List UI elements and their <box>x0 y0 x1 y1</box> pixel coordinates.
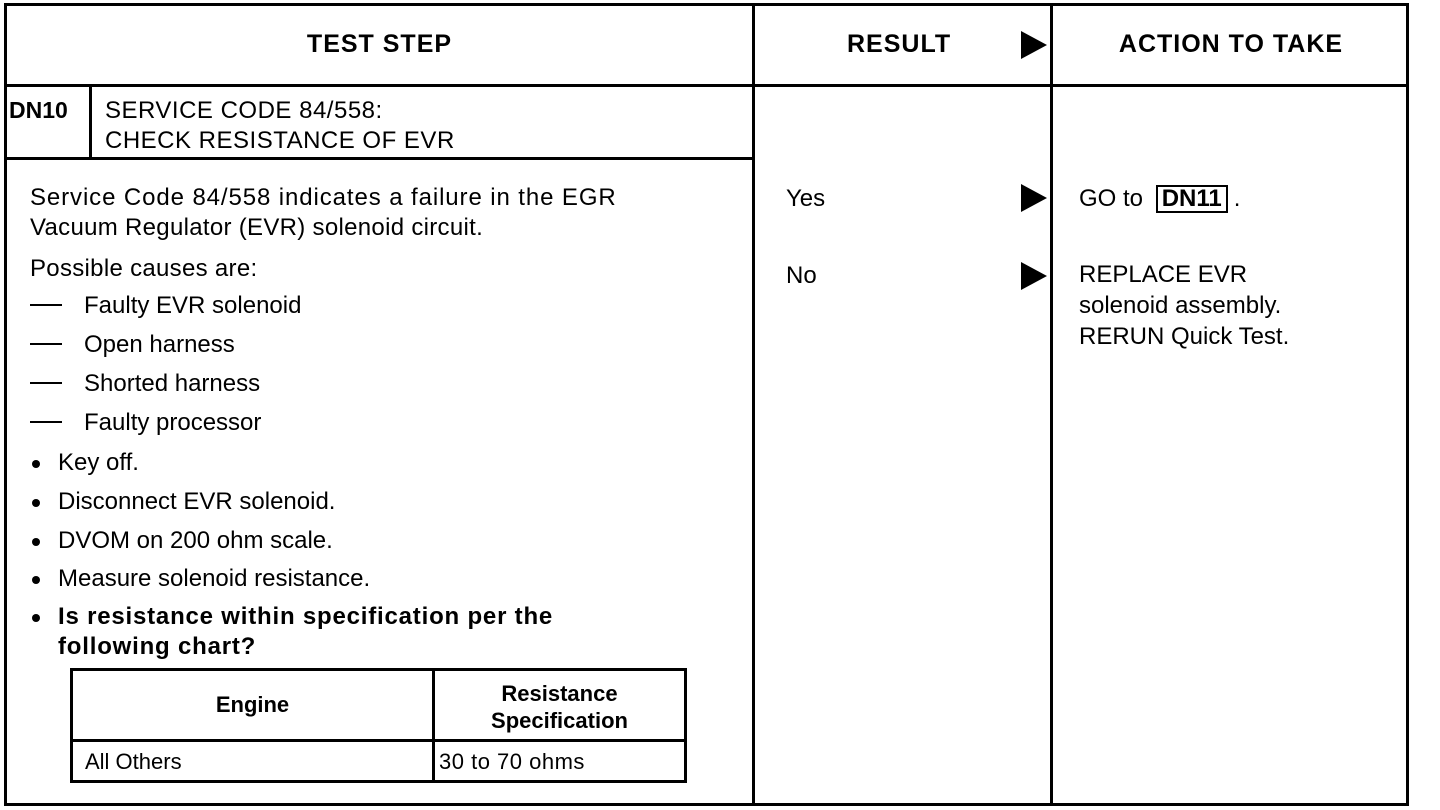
result-arrow-icon <box>1021 31 1047 59</box>
step-item: DVOM on 200 ohm scale. <box>30 526 333 556</box>
step-id-divider <box>89 85 92 158</box>
result-yes: Yes <box>786 185 826 212</box>
dash-icon <box>30 343 62 345</box>
question-line1: Is resistance within specification per the <box>58 603 554 630</box>
step-title <box>105 96 455 156</box>
divider-result-action <box>1050 3 1053 806</box>
yes-arrow-icon <box>1021 184 1047 212</box>
action-no-line2: solenoid assembly. <box>1079 292 1282 319</box>
description-line2: Vacuum Regulator (EVR) solenoid circuit. <box>30 214 484 241</box>
no-arrow-icon <box>1021 262 1047 290</box>
spec-cell-engine: All Others <box>85 749 182 774</box>
bullet-icon <box>32 538 40 546</box>
cause-item: Open harness <box>30 331 235 359</box>
header-action: ACTION TO TAKE <box>1118 29 1344 58</box>
cause-item: Faulty EVR solenoid <box>30 292 301 320</box>
step-item: Disconnect EVR solenoid. <box>30 487 335 517</box>
spec-header-resistance: Resistance Specification <box>491 681 628 733</box>
description-text <box>30 183 617 243</box>
divider-test-result <box>752 3 755 806</box>
step-title-divider <box>4 157 755 160</box>
header-result: RESULT <box>847 29 952 58</box>
cause-item: Faulty processor <box>30 409 261 437</box>
dash-icon <box>30 382 62 384</box>
question-line2: following chart? <box>58 633 257 660</box>
spec-table <box>70 668 687 783</box>
question-item <box>30 602 553 662</box>
action-no <box>1079 259 1289 352</box>
bullet-icon <box>32 499 40 507</box>
action-no-line3: RERUN Quick Test. <box>1079 323 1290 350</box>
header-test-step: TEST STEP <box>306 29 453 58</box>
spec-cell-resistance: 30 to 70 ohms <box>439 749 585 774</box>
step-item: Measure solenoid resistance. <box>30 564 370 594</box>
dash-icon <box>30 304 62 306</box>
bullet-icon <box>32 460 40 468</box>
action-yes: GO to DN11 . <box>1079 185 1241 212</box>
spec-table-row-divider <box>73 739 684 742</box>
bullet-icon <box>32 614 40 622</box>
spec-header-engine: Engine <box>215 692 290 717</box>
step-item: Key off. <box>30 448 139 478</box>
step-title-line1: SERVICE CODE 84/558: <box>105 97 383 124</box>
cause-item: Shorted harness <box>30 370 260 398</box>
causes-intro: Possible causes are: <box>30 255 258 282</box>
action-no-line1: REPLACE EVR <box>1079 261 1248 288</box>
dash-icon <box>30 421 62 423</box>
result-no: No <box>786 262 817 289</box>
step-ref-dn11[interactable]: DN11 <box>1156 185 1228 213</box>
step-title-line2: CHECK RESISTANCE OF EVR <box>105 127 455 154</box>
bullet-icon <box>32 576 40 584</box>
step-id: DN10 <box>9 97 68 123</box>
description-line1: Service Code 84/558 indicates a failure in the EGR <box>30 184 617 211</box>
